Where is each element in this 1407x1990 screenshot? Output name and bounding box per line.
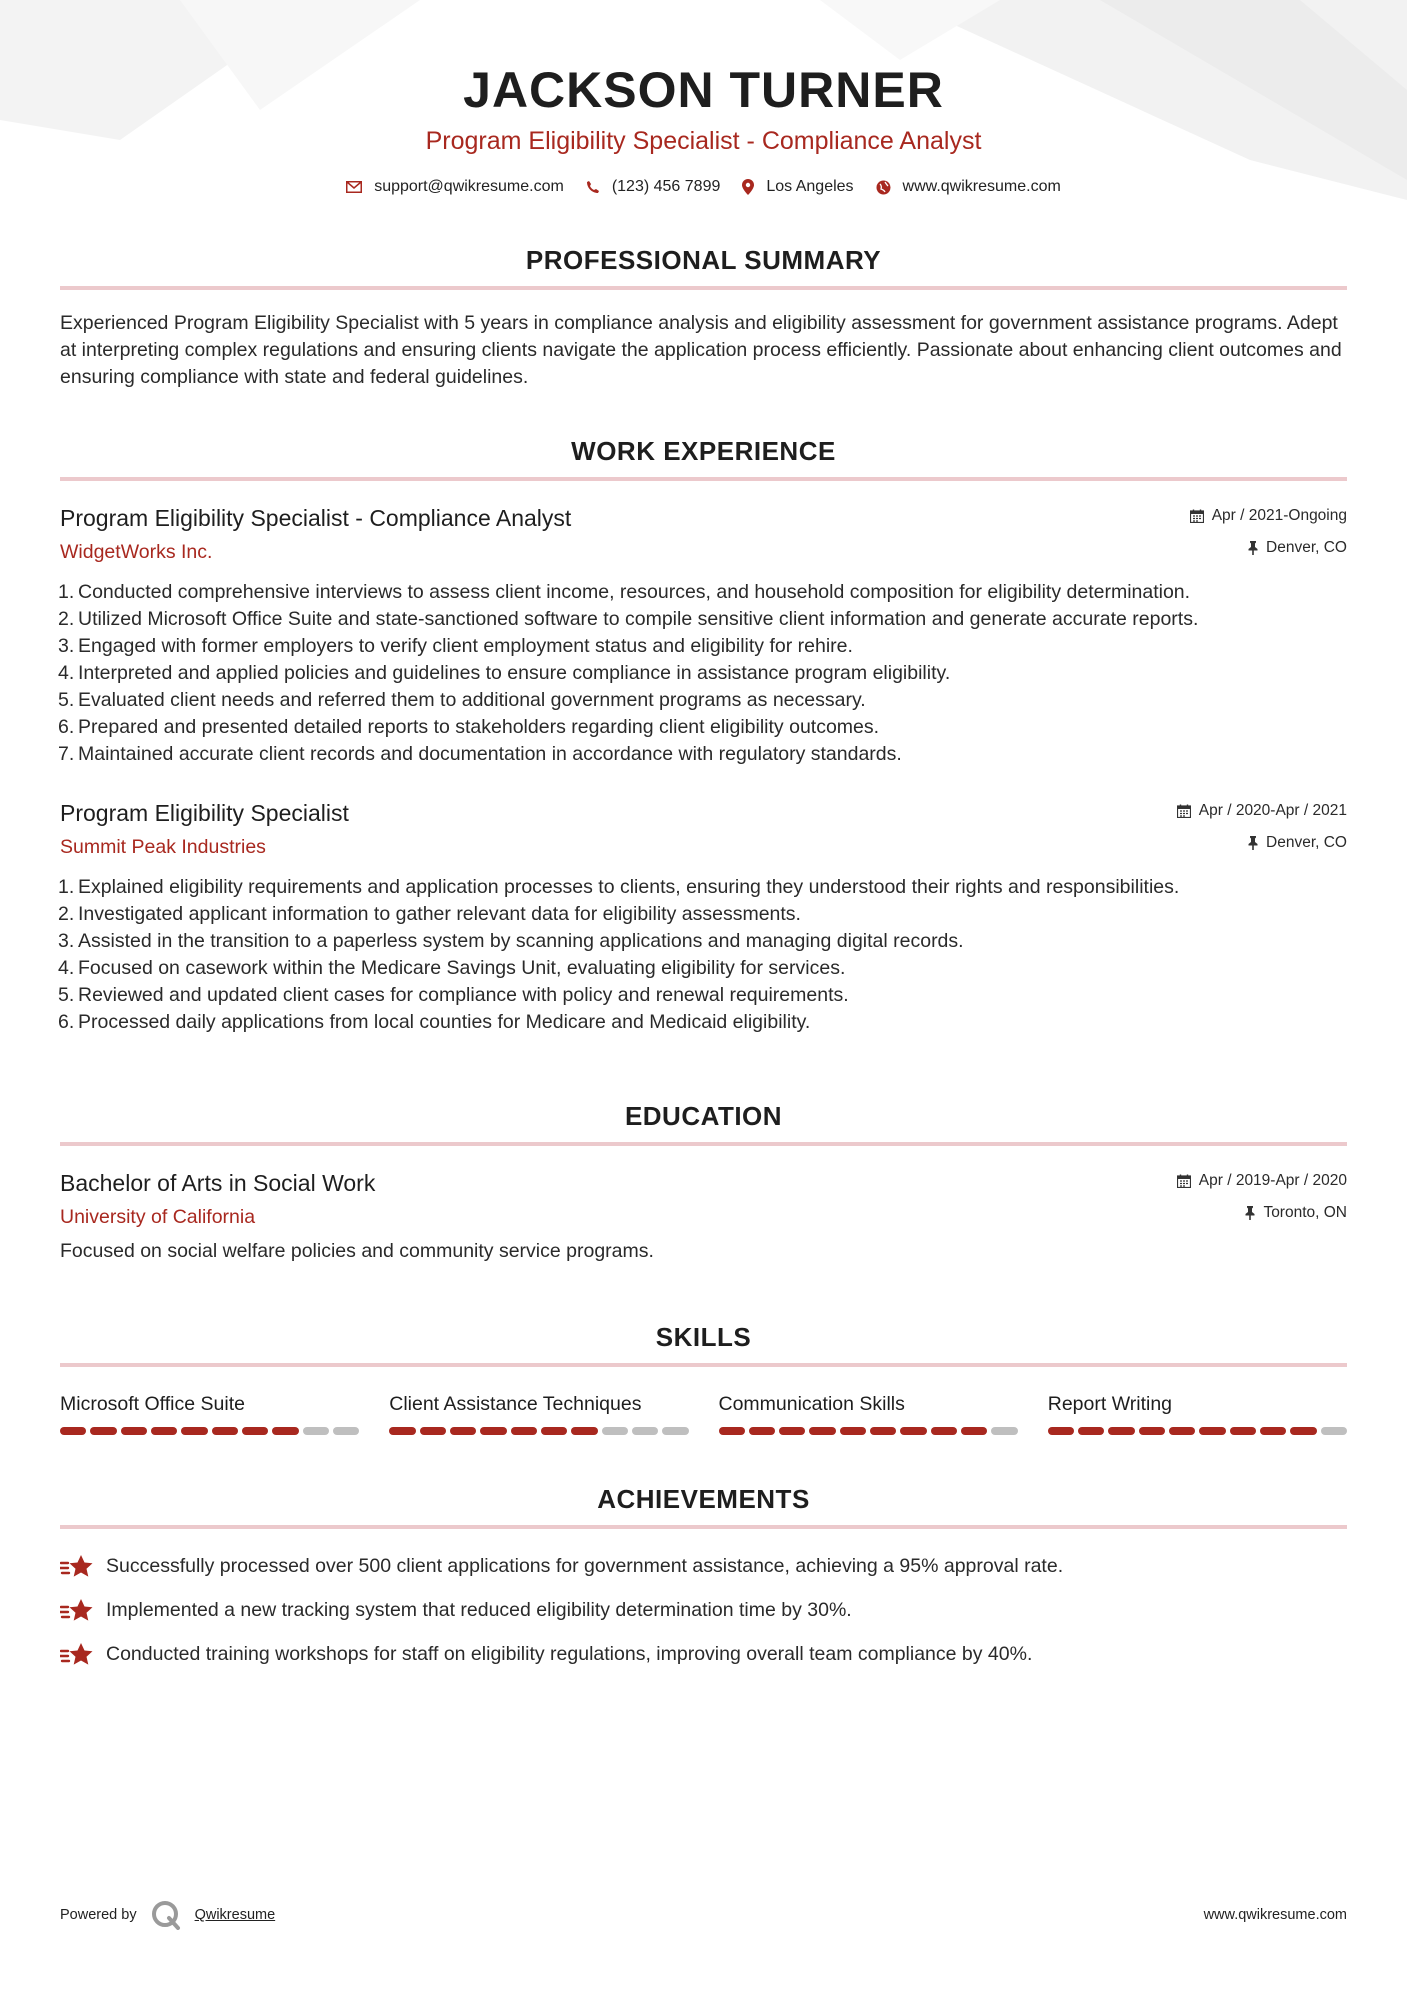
qwikresume-link[interactable]: Qwikresume bbox=[194, 1907, 276, 1923]
rating-dot-filled bbox=[1048, 1427, 1074, 1435]
list-item: 4. Focused on casework within the Medicare Savings Unit, evaluating eligibility for services. bbox=[58, 957, 846, 979]
list-item: 2. Utilized Microsoft Office Suite and state-sanctioned software to compile sensitive client information and generate accurate reports. bbox=[58, 608, 1199, 630]
contact-website[interactable] bbox=[876, 178, 1061, 196]
job-location-text: Denver, CO bbox=[1266, 834, 1347, 851]
skill-item bbox=[389, 1391, 688, 1435]
job-entry bbox=[60, 798, 1347, 1036]
list-item: 7. Maintained accurate client records and documentation in accordance with regulatory standards. bbox=[58, 743, 902, 765]
rating-dot-filled bbox=[272, 1427, 298, 1435]
education-entry bbox=[60, 1168, 1347, 1265]
rating-dot-empty bbox=[662, 1427, 688, 1435]
education-dates bbox=[1177, 1168, 1347, 1194]
contact-email[interactable] bbox=[346, 178, 564, 196]
rating-dot-filled bbox=[121, 1427, 147, 1435]
job-dates-text: Apr / 2021-Ongoing bbox=[1211, 507, 1347, 524]
rating-dot-filled bbox=[749, 1427, 775, 1435]
rating-dot-filled bbox=[181, 1427, 207, 1435]
rating-dot-filled bbox=[1139, 1427, 1165, 1435]
job-location-text: Denver, CO bbox=[1266, 539, 1347, 556]
list-item: 5. Evaluated client needs and referred them to additional government programs as necessary. bbox=[58, 689, 866, 711]
rating-dot-empty bbox=[1321, 1427, 1347, 1435]
contact-phone-text: (123) 456 7899 bbox=[611, 178, 721, 195]
list-item: 6. Prepared and presented detailed reports to stakeholders regarding client eligibility outcomes. bbox=[58, 716, 880, 738]
job-dates bbox=[1190, 503, 1347, 529]
skills-section bbox=[60, 1321, 1347, 1435]
pushpin-icon bbox=[1248, 541, 1258, 555]
job-location bbox=[1190, 535, 1347, 561]
education-location bbox=[1177, 1200, 1347, 1226]
skill-rating bbox=[1048, 1427, 1347, 1435]
job-title: Program Eligibility Specialist bbox=[60, 800, 349, 826]
skill-rating bbox=[719, 1427, 1018, 1435]
rating-dot-filled bbox=[809, 1427, 835, 1435]
job-company: Summit Peak Industries bbox=[60, 836, 266, 858]
school-name: University of California bbox=[60, 1206, 256, 1228]
job-bullets bbox=[60, 874, 1347, 1036]
rating-dot-filled bbox=[541, 1427, 567, 1435]
job-bullets bbox=[60, 579, 1347, 768]
job-location bbox=[1177, 830, 1347, 856]
achievement-text: Implemented a new tracking system that reduced eligibility determination time by 30%. bbox=[106, 1599, 852, 1621]
job-title: Program Eligibility Specialist - Compliance Analyst bbox=[60, 505, 572, 531]
achievement-item bbox=[60, 1553, 1347, 1580]
rating-dot-filled bbox=[719, 1427, 745, 1435]
rating-dot-filled bbox=[450, 1427, 476, 1435]
job-dates bbox=[1177, 798, 1347, 824]
rating-dot-filled bbox=[242, 1427, 268, 1435]
skill-name: Communication Skills bbox=[718, 1393, 905, 1415]
resume-header bbox=[60, 0, 1347, 196]
summary-text: Experienced Program Eligibility Specialist with 5 years in compliance analysis and eligibility assessment for government assistance programs. Adept at interpreting complex regulations and ensuring clients navigate the application process efficiently. Passionate about enhancing client outcomes and ensuring compliance with state and federal guidelines. bbox=[60, 312, 1342, 388]
section-divider bbox=[60, 286, 1347, 290]
rating-dot-filled bbox=[1199, 1427, 1225, 1435]
experience-heading: WORK EXPERIENCE bbox=[571, 436, 836, 466]
rating-dot-filled bbox=[571, 1427, 597, 1435]
rating-dot-filled bbox=[931, 1427, 957, 1435]
contact-email-text: support@qwikresume.com bbox=[374, 178, 564, 195]
rating-dot-filled bbox=[779, 1427, 805, 1435]
section-divider bbox=[60, 1363, 1347, 1367]
achievements-section bbox=[60, 1483, 1347, 1668]
qwikresume-logo-icon bbox=[151, 1900, 181, 1930]
skill-name: Microsoft Office Suite bbox=[60, 1393, 245, 1415]
rating-dot-empty bbox=[602, 1427, 628, 1435]
list-item: 3. Engaged with former employers to verify client employment status and eligibility for rehire. bbox=[58, 635, 853, 657]
pushpin-icon bbox=[1248, 836, 1258, 850]
candidate-name: JACKSON TURNER bbox=[463, 62, 944, 118]
map-pin-icon bbox=[742, 179, 754, 195]
list-item: 1. Conducted comprehensive interviews to assess client income, resources, and household composition for eligibility determination. bbox=[58, 581, 1191, 603]
skills-heading: SKILLS bbox=[655, 1322, 752, 1352]
rating-dot-filled bbox=[900, 1427, 926, 1435]
rating-dot-filled bbox=[212, 1427, 238, 1435]
envelope-icon bbox=[346, 181, 362, 193]
contact-location-text: Los Angeles bbox=[766, 178, 854, 195]
rating-dot-filled bbox=[840, 1427, 866, 1435]
skill-name: Client Assistance Techniques bbox=[389, 1393, 642, 1415]
rating-dot-empty bbox=[333, 1427, 359, 1435]
rating-dot-filled bbox=[511, 1427, 537, 1435]
candidate-title: Program Eligibility Specialist - Compliance Analyst bbox=[425, 127, 982, 155]
job-dates-text: Apr / 2020-Apr / 2021 bbox=[1198, 802, 1347, 819]
rating-dot-empty bbox=[991, 1427, 1017, 1435]
achievement-item bbox=[60, 1641, 1347, 1668]
rating-dot-empty bbox=[632, 1427, 658, 1435]
list-item: 4. Interpreted and applied policies and guidelines to ensure compliance in assistance program eligibility. bbox=[58, 662, 951, 684]
job-entry bbox=[60, 503, 1347, 768]
rating-dot-filled bbox=[870, 1427, 896, 1435]
shooting-star-icon bbox=[60, 1554, 94, 1580]
achievement-text: Successfully processed over 500 client applications for government assistance, achieving a 95% approval rate. bbox=[106, 1555, 1064, 1577]
achievements-heading: ACHIEVEMENTS bbox=[597, 1484, 810, 1514]
education-section bbox=[60, 1100, 1347, 1265]
skill-name: Report Writing bbox=[1047, 1393, 1173, 1415]
list-item: 5. Reviewed and updated client cases for compliance with policy and renewal requirements. bbox=[58, 984, 849, 1006]
skill-rating bbox=[60, 1427, 359, 1435]
rating-dot-filled bbox=[1108, 1427, 1134, 1435]
degree-title: Bachelor of Arts in Social Work bbox=[60, 1170, 376, 1196]
calendar-icon bbox=[1190, 509, 1204, 523]
skill-item bbox=[719, 1391, 1018, 1435]
rating-dot-filled bbox=[90, 1427, 116, 1435]
contact-website-text: www.qwikresume.com bbox=[902, 178, 1061, 195]
education-heading: EDUCATION bbox=[624, 1101, 783, 1131]
rating-dot-filled bbox=[1169, 1427, 1195, 1435]
list-item: 2. Investigated applicant information to gather relevant data for eligibility assessments. bbox=[58, 903, 801, 925]
pushpin-icon bbox=[1245, 1206, 1255, 1220]
rating-dot-filled bbox=[961, 1427, 987, 1435]
education-description: Focused on social welfare policies and community service programs. bbox=[60, 1240, 654, 1262]
rating-dot-filled bbox=[1078, 1427, 1104, 1435]
list-item: 1. Explained eligibility requirements and application processes to clients, ensuring they understood their rights and responsibilities. bbox=[58, 876, 1180, 898]
contact-bar bbox=[60, 178, 1347, 196]
page-footer bbox=[60, 1900, 1347, 1930]
rating-dot-filled bbox=[389, 1427, 415, 1435]
summary-heading: PROFESSIONAL SUMMARY bbox=[525, 245, 882, 275]
rating-dot-filled bbox=[151, 1427, 177, 1435]
shooting-star-icon bbox=[60, 1598, 94, 1624]
list-item: 3. Assisted in the transition to a paperless system by scanning applications and managing digital records. bbox=[58, 930, 964, 952]
skill-item bbox=[1048, 1391, 1347, 1435]
footer-website[interactable]: www.qwikresume.com bbox=[1203, 1907, 1347, 1923]
phone-icon bbox=[586, 180, 600, 194]
list-item: 6. Processed daily applications from local counties for Medicare and Medicaid eligibility. bbox=[58, 1011, 811, 1033]
skill-item bbox=[60, 1391, 359, 1435]
powered-by-label: Powered by bbox=[60, 1907, 137, 1923]
contact-phone[interactable] bbox=[586, 178, 721, 196]
education-dates-text: Apr / 2019-Apr / 2020 bbox=[1198, 1172, 1347, 1189]
rating-dot-filled bbox=[60, 1427, 86, 1435]
contact-location bbox=[742, 178, 853, 196]
rating-dot-filled bbox=[1230, 1427, 1256, 1435]
calendar-icon bbox=[1177, 804, 1191, 818]
rating-dot-filled bbox=[1260, 1427, 1286, 1435]
experience-section bbox=[60, 435, 1347, 1036]
globe-icon bbox=[876, 180, 891, 195]
rating-dot-empty bbox=[303, 1427, 329, 1435]
education-location-text: Toronto, ON bbox=[1263, 1204, 1347, 1221]
section-divider bbox=[60, 1525, 1347, 1529]
summary-section bbox=[60, 244, 1347, 391]
achievement-text: Conducted training workshops for staff on eligibility regulations, improving overall team compliance by 40%. bbox=[106, 1643, 1033, 1665]
section-divider bbox=[60, 477, 1347, 481]
rating-dot-filled bbox=[480, 1427, 506, 1435]
rating-dot-filled bbox=[420, 1427, 446, 1435]
shooting-star-icon bbox=[60, 1642, 94, 1668]
calendar-icon bbox=[1177, 1174, 1191, 1188]
section-divider bbox=[60, 1142, 1347, 1146]
achievement-item bbox=[60, 1597, 1347, 1624]
job-company: WidgetWorks Inc. bbox=[60, 541, 213, 563]
rating-dot-filled bbox=[1290, 1427, 1316, 1435]
skill-rating bbox=[389, 1427, 688, 1435]
